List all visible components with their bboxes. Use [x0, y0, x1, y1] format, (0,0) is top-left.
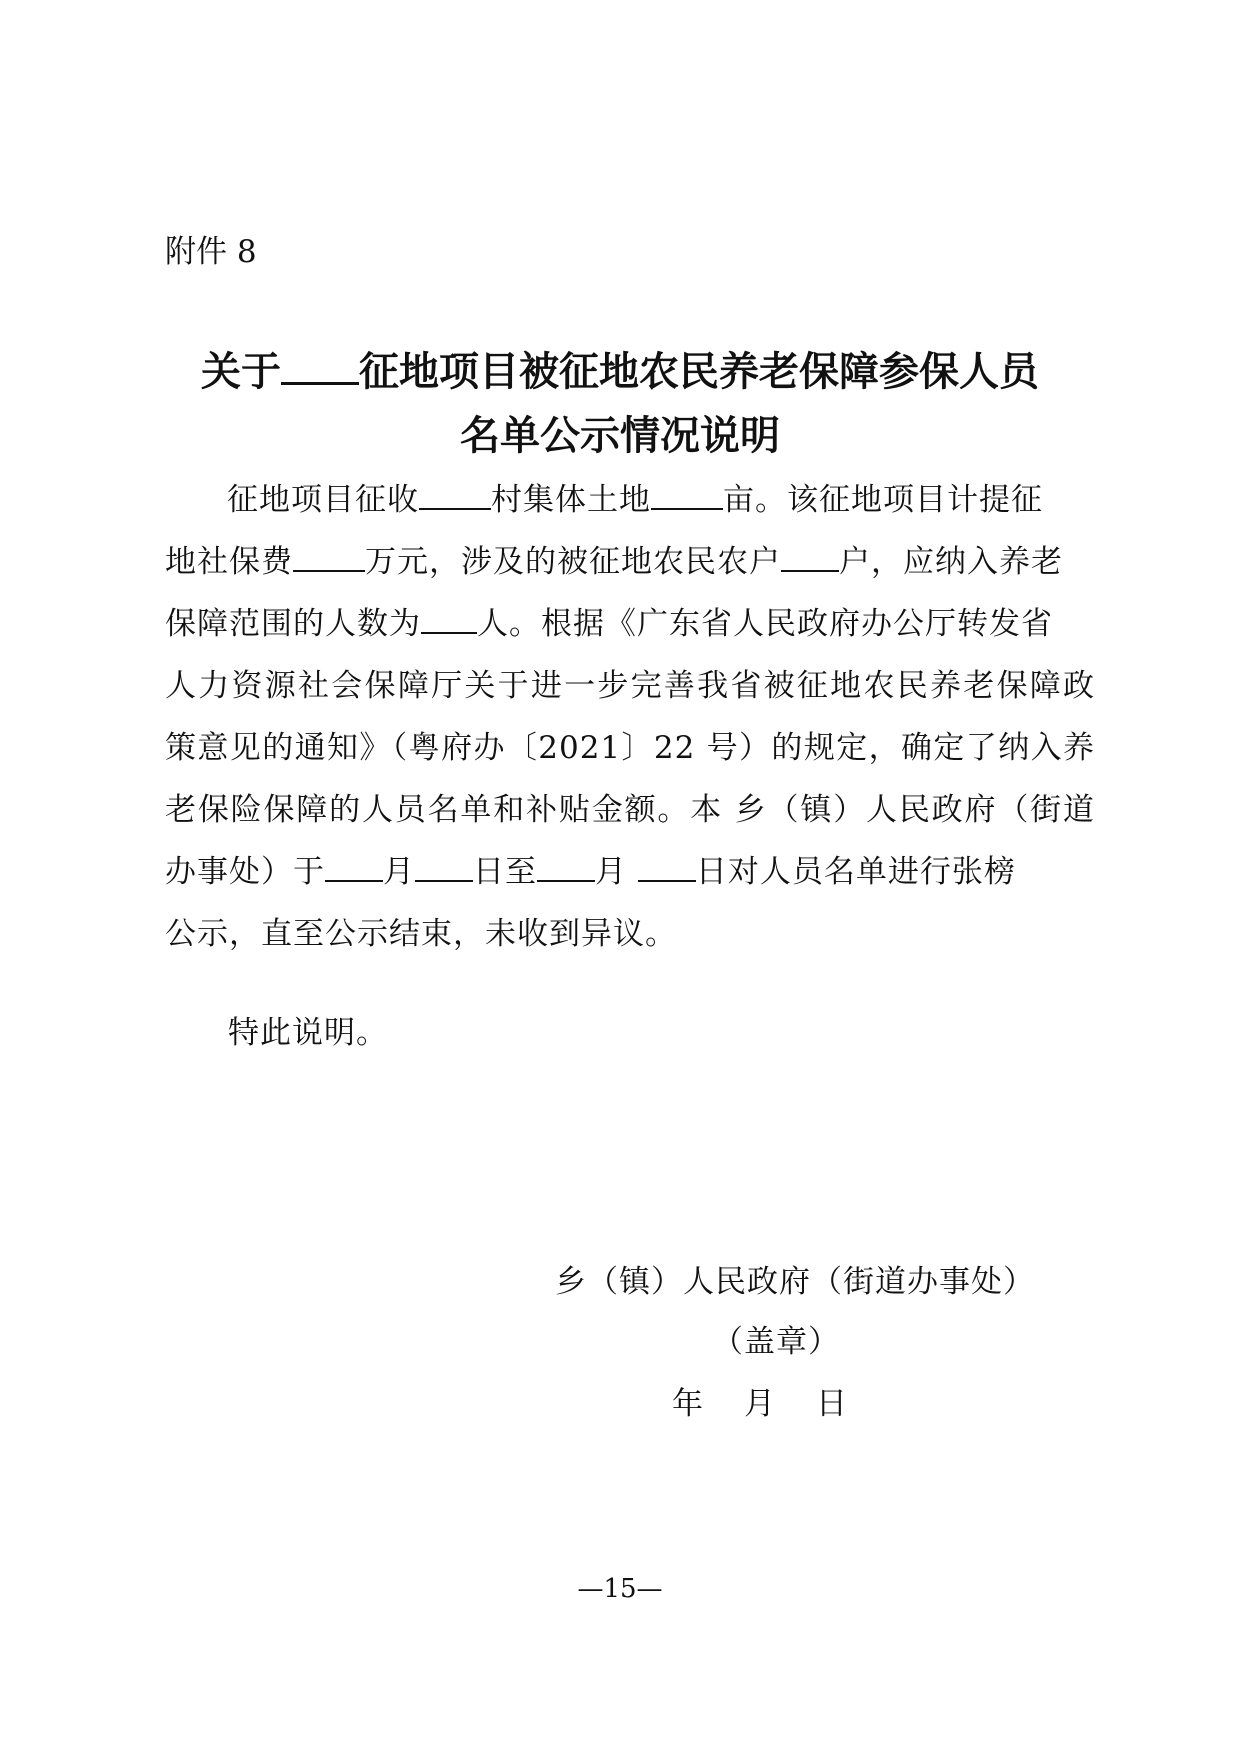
title-suffix: 征地项目被征地农民养老保障参保人员: [359, 349, 1039, 395]
village-blank: [419, 480, 491, 510]
fee-blank: [293, 542, 365, 572]
date-year: 年: [672, 1386, 704, 1422]
end-month-blank: [537, 852, 595, 882]
people-blank: [421, 604, 477, 634]
date-day: 日: [816, 1386, 848, 1422]
start-day-blank: [415, 852, 473, 882]
area-blank: [651, 480, 723, 510]
title-line-1: [0, 344, 1240, 400]
body-line-8: 公示，直至公示结束，未收到异议。: [165, 916, 677, 952]
page-number: —15—: [577, 1574, 663, 1604]
start-month-blank: [325, 852, 383, 882]
end-day-blank: [638, 852, 696, 882]
attachment-label: 附件 8: [165, 234, 257, 270]
household-blank: [781, 542, 839, 572]
body-line-3: 保障范围的人数为 人。根据《广东省人民政府办公厅转发省: [165, 606, 1053, 642]
signature-organization: 乡（镇）人民政府（街道办事处）: [555, 1264, 1035, 1300]
body-line-2: 地社保费 万元，涉及的被征地农民农户 户，应纳入养老: [165, 544, 1063, 580]
closing-text: 特此说明。: [228, 1015, 388, 1051]
body-line-5: 策意见的通知》（粤府办〔2021〕22 号）的规定，确定了纳入养: [165, 730, 1095, 766]
body-line-6: 老保险保障的人员名单和补贴金额。本 乡（镇）人民政府（街道: [165, 792, 1095, 828]
body-line-4: 人力资源社会保障厅关于进一步完善我省被征地农民养老保障政: [165, 668, 1095, 704]
title-prefix: 关于: [201, 349, 281, 395]
date-month: 月: [744, 1386, 776, 1422]
body-line-7: 办事处）于 月 日至 月 日对人员名单进行张榜: [165, 854, 1016, 890]
signature-date: [672, 1382, 888, 1426]
body-line-1: 征地项目征收 村集体土地 亩。该征地项目计提征: [227, 482, 1043, 518]
title-project-blank: [281, 346, 359, 385]
signature-seal: （盖章）: [712, 1324, 840, 1360]
title-line-2: 名单公示情况说明: [460, 413, 780, 459]
